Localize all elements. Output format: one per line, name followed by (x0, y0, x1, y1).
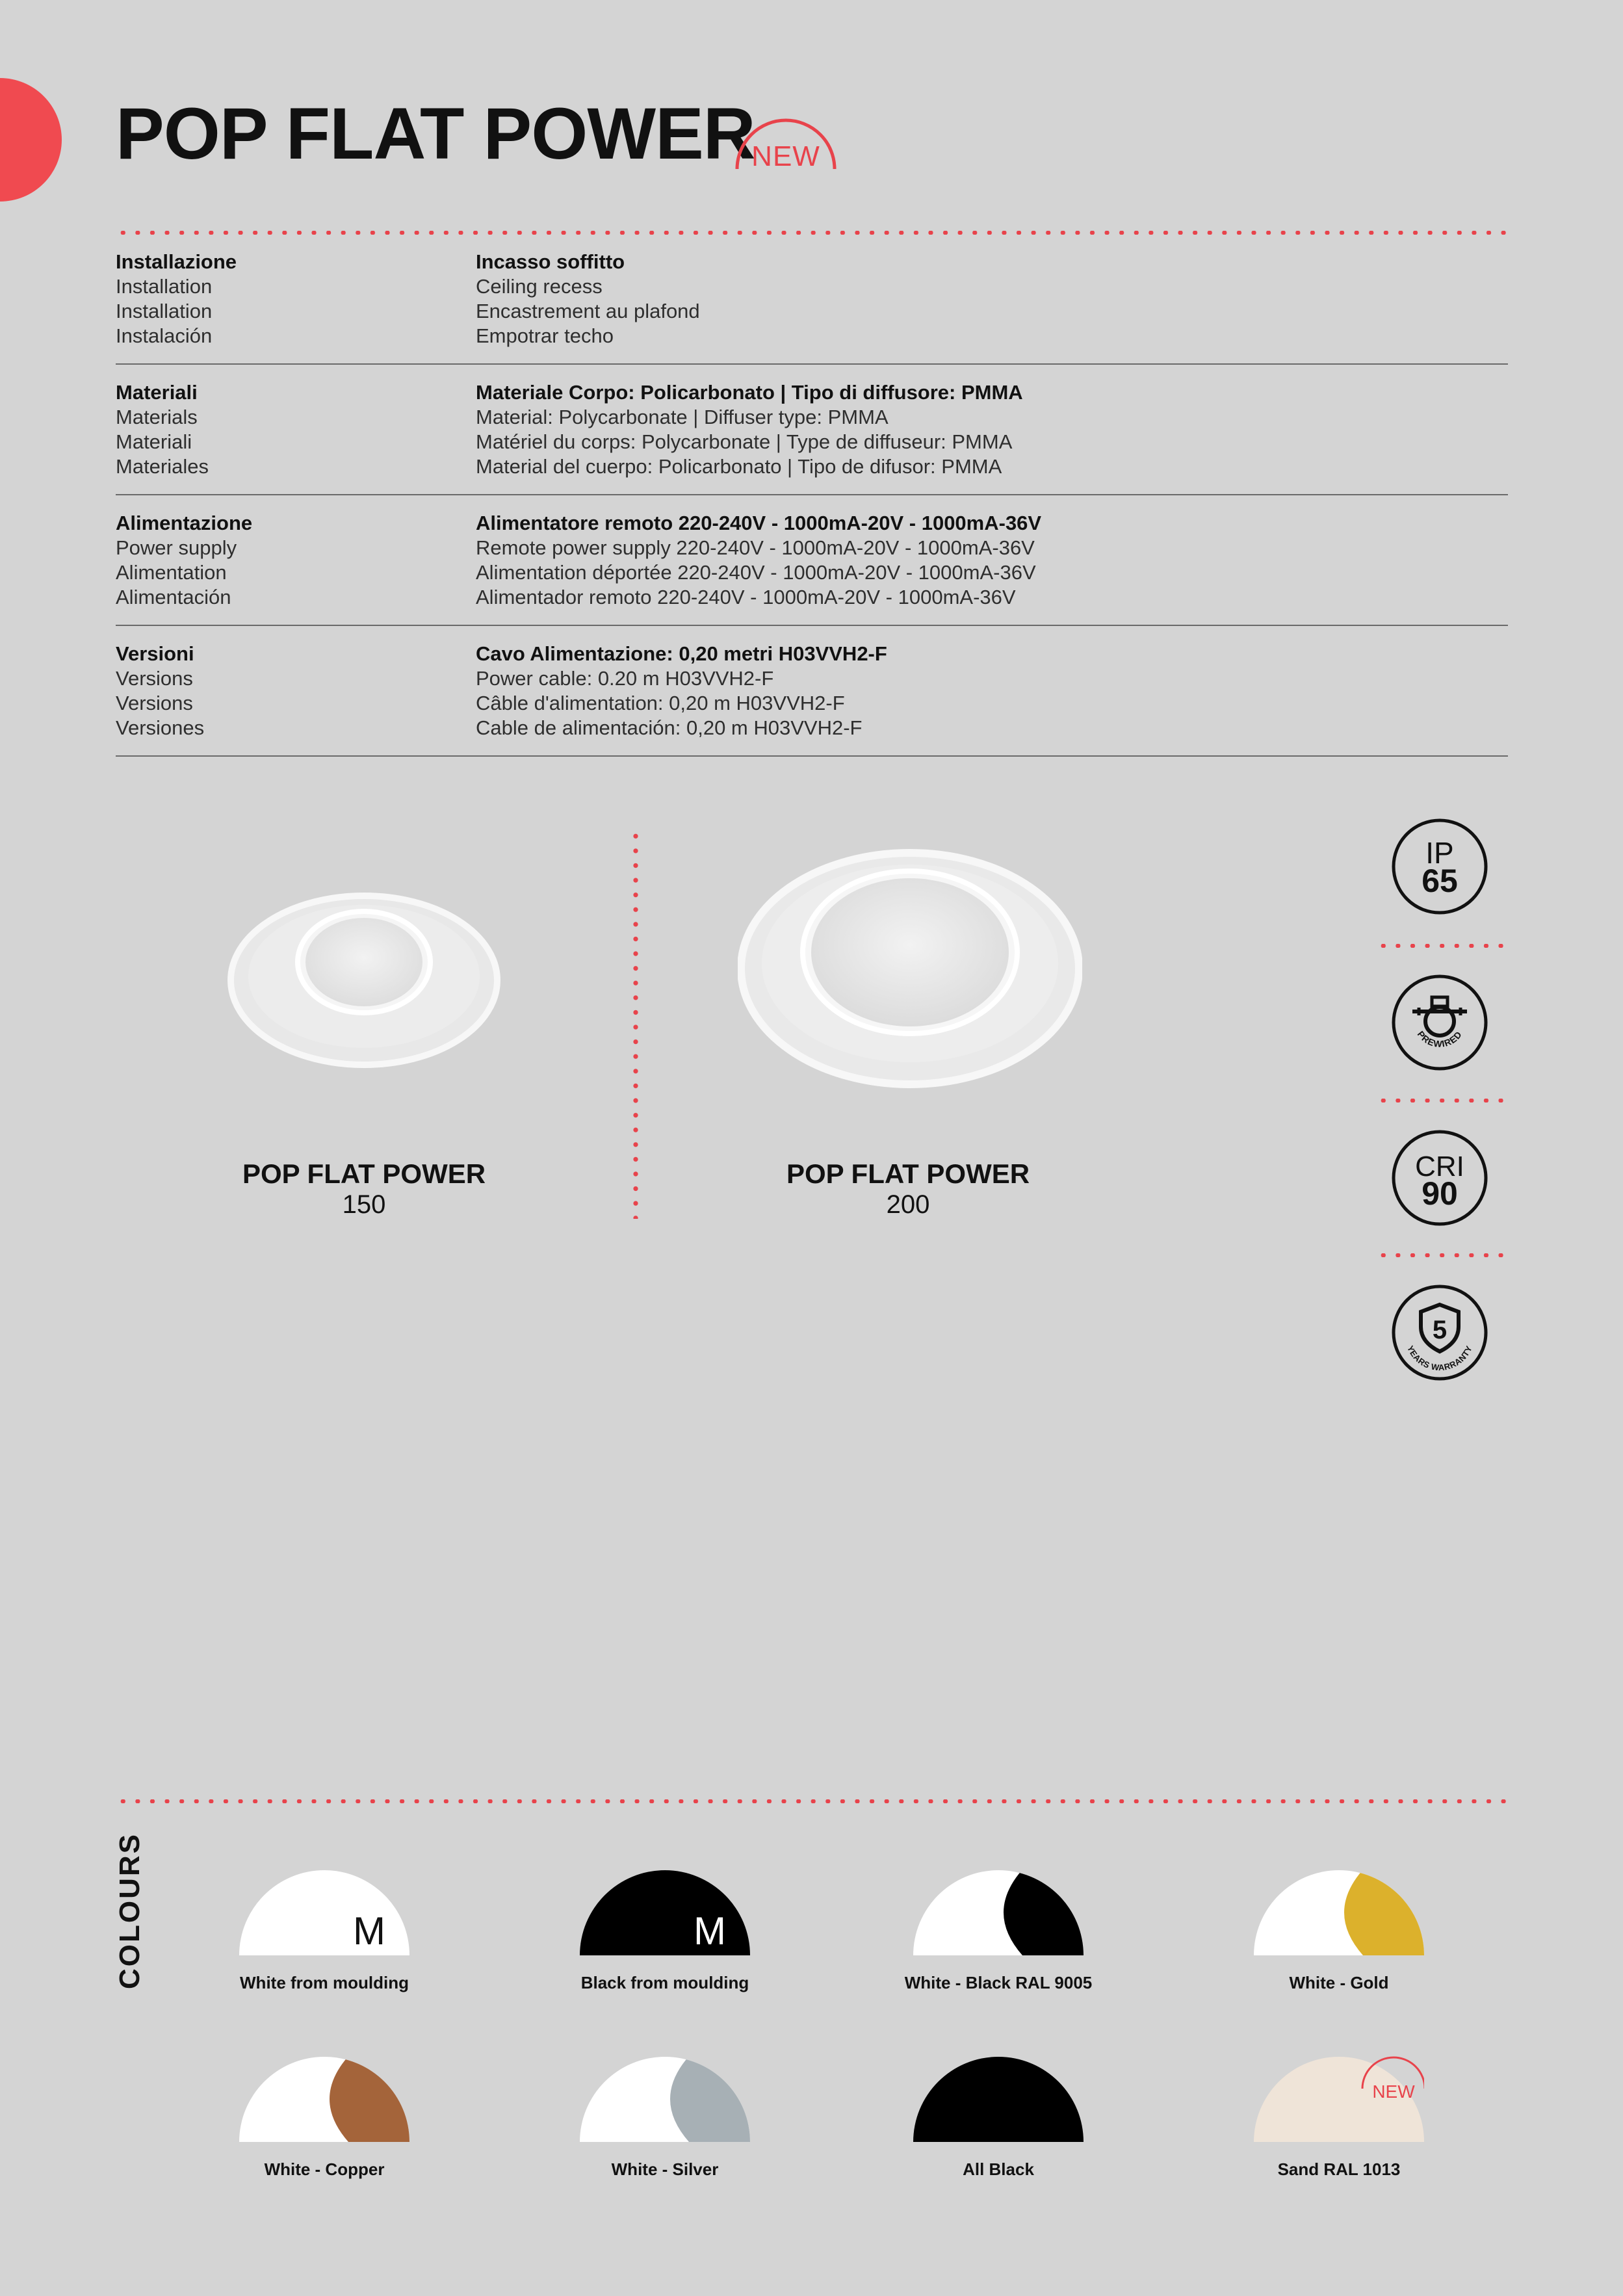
colour-swatch-label: All Black (963, 2159, 1034, 2179)
spec-value: Ceiling recess (476, 275, 603, 298)
colour-swatch (239, 1870, 409, 1955)
dotted-divider-bottom (116, 1799, 1508, 1803)
colour-swatch (1254, 2056, 1424, 2142)
spec-label-primary: Installazione (116, 250, 237, 273)
new-badge (733, 114, 838, 173)
red-tab-marker (0, 78, 62, 202)
prewired-label: PREWIRED (1415, 1028, 1464, 1050)
warranty-icon (1391, 1284, 1488, 1381)
spec-labels (116, 642, 441, 740)
colour-swatch (913, 2056, 1084, 2142)
spec-value-primary: Materiale Corpo: Policarbonato | Tipo di diffusore: PMMA (476, 381, 1023, 404)
product-size-200: 200 (886, 1190, 930, 1219)
spec-label: Materiali (116, 430, 192, 453)
colour-swatch-label: White - Silver (611, 2159, 719, 2179)
spec-labels (116, 511, 441, 610)
spec-value-primary: Alimentatore remoto 220-240V - 1000mA-20V - 1000mA-36V (476, 512, 1042, 534)
svg-text:YEARS WARRANTY (1405, 1344, 1474, 1373)
colour-swatch-label: White from moulding (240, 1973, 409, 1992)
colour-swatch (239, 2056, 409, 2142)
product-name-150: POP FLAT POWER (242, 1158, 486, 1189)
spec-label: Alimentation (116, 561, 227, 584)
spec-materials (116, 380, 1508, 484)
dotted-divider-cert (1376, 1099, 1509, 1102)
spec-label-primary: Materiali (116, 381, 198, 404)
swatch-base (913, 2057, 1084, 2142)
colour-swatch-label: White - Gold (1289, 1973, 1389, 1992)
spec-values (476, 511, 1516, 610)
ip65-icon (1391, 818, 1488, 915)
colour-swatch-label: Sand RAL 1013 (1277, 2159, 1401, 2179)
ip-value: 65 (1422, 863, 1458, 899)
spec-installation (116, 250, 1508, 354)
spec-label: Versions (116, 692, 193, 714)
swatch-mark: M (694, 1909, 726, 1953)
spec-label: Alimentación (116, 586, 231, 608)
spec-value-primary: Cavo Alimentazione: 0,20 metri H03VVH2-F (476, 642, 887, 665)
spec-label: Power supply (116, 536, 237, 559)
spec-values (476, 380, 1516, 479)
colour-swatch (1254, 1870, 1424, 1955)
spec-value: Power cable: 0.20 m H03VVH2-F (476, 667, 774, 690)
spec-labels (116, 380, 441, 479)
colour-swatch-label: Black from moulding (580, 1973, 749, 1992)
spec-value-primary: Incasso soffitto (476, 250, 625, 273)
dotted-divider-vertical (633, 829, 638, 1219)
spec-label: Materials (116, 406, 198, 428)
cri90-icon (1391, 1129, 1488, 1227)
colour-swatch (580, 2056, 750, 2142)
cri-label: CRI (1415, 1151, 1464, 1182)
spec-value: Material: Polycarbonate | Diffuser type: PMMA (476, 406, 889, 428)
spec-versions (116, 642, 1508, 746)
spec-value: Cable de alimentación: 0,20 m H03VVH2-F (476, 716, 863, 739)
product-image-200 (738, 845, 1082, 1092)
spec-divider (116, 625, 1508, 626)
swatch-mark: M (353, 1909, 385, 1953)
product-name-200: POP FLAT POWER (786, 1158, 1030, 1189)
spec-label: Installation (116, 275, 213, 298)
ip-label: IP (1425, 836, 1454, 870)
page-title: POP FLAT POWER (116, 93, 755, 174)
swatch-accent (1344, 1870, 1424, 1955)
colour-swatch (580, 1870, 750, 1955)
spec-values (476, 642, 1516, 740)
spec-label: Versiones (116, 716, 205, 739)
spec-divider (116, 755, 1508, 757)
spec-value: Matériel du corps: Polycarbonate | Type de diffuseur: PMMA (476, 430, 1013, 453)
cri-value: 90 (1422, 1175, 1458, 1212)
new-badge-label: NEW (751, 140, 820, 172)
spec-value: Remote power supply 220-240V - 1000mA-20V - 1000mA-36V (476, 536, 1035, 559)
colours-heading: COLOURS (114, 1833, 146, 1989)
dotted-divider-cert (1376, 1253, 1509, 1257)
spec-label: Versions (116, 667, 193, 690)
product-image-150 (227, 891, 500, 1073)
spec-label: Materiales (116, 455, 209, 478)
colour-swatch-label: White - Copper (264, 2159, 385, 2179)
spec-value: Material del cuerpo: Policarbonato | Tipo de difusor: PMMA (476, 455, 1002, 478)
spec-divider (116, 363, 1508, 365)
prewired-icon (1391, 974, 1488, 1071)
spec-value: Alimentador remoto 220-240V - 1000mA-20V - 1000mA-36V (476, 586, 1016, 608)
spec-values (476, 250, 1516, 348)
swatch-accent (670, 2056, 750, 2142)
product-size-150: 150 (342, 1190, 386, 1219)
spec-label-primary: Alimentazione (116, 512, 253, 534)
swatch-new-badge: NEW (1372, 2081, 1415, 2102)
swatch-accent (1004, 1870, 1084, 1955)
svg-text:PREWIRED (1416, 1029, 1464, 1049)
spec-value: Câble d'alimentation: 0,20 m H03VVH2-F (476, 692, 845, 714)
spec-value: Alimentation déportée 220-240V - 1000mA-20V - 1000mA-36V (476, 561, 1036, 584)
spec-value: Encastrement au plafond (476, 300, 700, 322)
spec-label: Installation (116, 300, 213, 322)
warranty-label: YEARS WARRANTY (1405, 1344, 1474, 1373)
dotted-divider-cert (1376, 944, 1509, 948)
colour-swatch-label: White - Black RAL 9005 (904, 1973, 1093, 1992)
warranty-number: 5 (1432, 1316, 1448, 1344)
swatch-accent (330, 2056, 409, 2142)
colour-swatch (913, 1870, 1084, 1955)
dotted-divider-top (116, 231, 1508, 235)
spec-label-primary: Versioni (116, 642, 194, 665)
spec-labels (116, 250, 441, 348)
spec-power-supply (116, 511, 1508, 615)
spec-label: Instalación (116, 324, 213, 347)
spec-divider (116, 494, 1508, 495)
spec-value: Empotrar techo (476, 324, 614, 347)
